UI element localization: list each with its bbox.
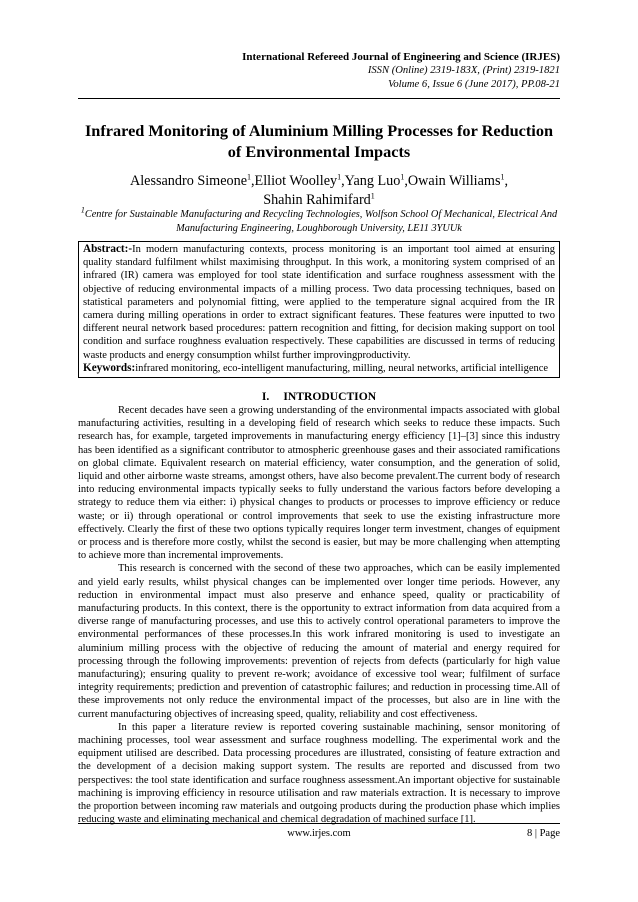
section-title: INTRODUCTION: [283, 390, 377, 403]
author-separator: ,: [251, 173, 255, 189]
abstract-text: In modern manufacturing contexts, process monitoring is an important tool aimed at ensuring quality standard fulfilment whilst maximising throughput. In this work, a monitoring system comprised of an infrared (IR) camera was employed for tool state identification and surface roughness assessment with the objective of reducing environmental impacts of a milling process. Two data processing techniques, based on statistical parameters and polynomial fitting, were applied to the temperature signal acquired from the IR camera during milling operations in order to extract significant features. These features were inputted to two different neural network based procedures: pattern recognition and fitting, for decision making support on tool condition and surface roughness evaluation respectively. These capabilities are discussed in terms of reducing waste products and energy consumption whilst further improvingproductivity.: [83, 244, 555, 361]
paper-title: Infrared Monitoring of Aluminium Milling Processes for Reduction of Environmental Impacts: [84, 121, 554, 161]
author-separator: ,: [404, 173, 408, 189]
footer-url[interactable]: www.irjes.com: [287, 828, 351, 839]
journal-volume: Volume 6, Issue 6 (June 2017), PP.08-21: [388, 79, 560, 90]
page-number: 8 | Page: [526, 828, 560, 839]
header-divider: [78, 98, 560, 99]
keywords-text: infrared monitoring, eco-intelligent manufacturing, milling, neural networks, artificial intelligence: [135, 362, 549, 374]
abstract: [83, 243, 555, 362]
journal-name: International Refereed Journal of Engineering and Science (IRJES): [242, 51, 560, 63]
author-name: Shahin Rahimifard: [263, 192, 371, 208]
affiliation-sup: 1: [80, 205, 85, 215]
author-affil-sup: 1: [400, 172, 405, 182]
author-affil-sup: 1: [500, 172, 505, 182]
author-name: Yang Luo: [344, 173, 401, 189]
abstract-label: Abstract:-: [83, 243, 133, 255]
author-separator: ,: [504, 173, 509, 189]
body-paragraph: This research is concerned with the second of these two approaches, which can be easily implemented and yield early results, whilst physical changes can be implemented over longer time periods. However, any reduction in environmental impact must also preserve and enhance speed, quality or practicability of manufacturing products. In this context, there is the opportunity to extract information from data acquired from a diverse range of manufacturing processes, and use this to actively control operational parameters to improve the environmental performances of these processes.In this work infrared monitoring is used to investigate an aluminium milling process with the objective of reducing the amount of material and energy required for processing through the following improvements: prevention of rejects from defects (particularly for high value manufacturing); ensuring quality to prevent re-work; avoidance of excessive tool wear; fulfilment of surface integrity requirements; prediction and prevention of catastrophic failures; and reduction in processing time.All of these improvements not only reduce the environmental impact of the processes, but also are in line with the current manufacturing objectives of increasing speed, quality, reliability and cost effectiveness.: [78, 563, 560, 720]
author-affil-sup: 1: [247, 172, 251, 182]
journal-header: [242, 50, 560, 92]
section-heading: [78, 390, 560, 403]
author-affil-sup: 1: [370, 191, 375, 201]
author-name: Elliot Woolley: [254, 173, 338, 189]
abstract-box: [78, 241, 560, 378]
author-name: Alessandro Simeone: [129, 173, 247, 189]
author-list: [78, 172, 560, 210]
body-paragraph: Recent decades have seen a growing understanding of the environmental impacts associated with global manufacturing activities, resulting in a developing field of research which seeks to reduce these impacts. Such research has, for example, targeted improvements in manufacturing energy efficiency [1]–[3] since this industry has been identified as a significant contributor to atmospheric greenhouse gases and their associated ramifications on global climate. Equivalent research on material efficiency, water consumption, and the generation of solid, liquid and other airborne waste streams, amongst others, have also become prevalent.The current body of research into reducing environmental impacts typically seeks to fully understand the various factors before developing a strategy to reduce them via either: i) physical changes to products or processes to improve efficiency or reduce waste; or ii) through operational or control improvements that seek to use the existing infrastructure more effectively. Clearly the first of these two options typically requires longer term investment, changes of equipment or process and is therefore more costly, whilst the second is easier, but may be more challenging when attempting to achieve more than incremental improvements.: [78, 405, 560, 562]
keywords-label: Keywords:: [83, 361, 136, 374]
section-body: [78, 404, 560, 827]
author-separator: ,: [341, 173, 345, 189]
body-paragraph: In this paper a literature review is reported covering sustainable machining, sensor monitoring of machining processes, tool wear assessment and surface roughness modelling. The experimental work and the equipment utilised are described. Data processing procedures are illustrated, consisting of feature extraction and the development of a decision making support system. The results are reported and discussed from two perspectives: the tool state identification and surface roughness assessment.An important objective for sustainable machining is improving efficiency in resource utilisation and raw materials extraction. It is necessary to improve the proportion between incoming raw materials and outgoing products during the production phase which implies reducing waste and eliminating mechanical and chemical degradation of machined surface [1].: [78, 721, 560, 826]
author-affil-sup: 1: [337, 172, 342, 182]
footer-divider: [78, 823, 560, 824]
keywords: [83, 362, 555, 375]
journal-issn: ISSN (Online) 2319-183X, (Print) 2319-1821: [367, 65, 560, 76]
affiliation: [78, 205, 560, 235]
author-name: Owain Williams: [407, 173, 501, 189]
section-number: I.: [261, 390, 270, 403]
affiliation-text: Centre for Sustainable Manufacturing and Recycling Technologies, Wolfson School Of Mechanical, Electrical And Manufacturing Engineering, Loughborough University, LE11 3YUUk: [84, 209, 558, 234]
